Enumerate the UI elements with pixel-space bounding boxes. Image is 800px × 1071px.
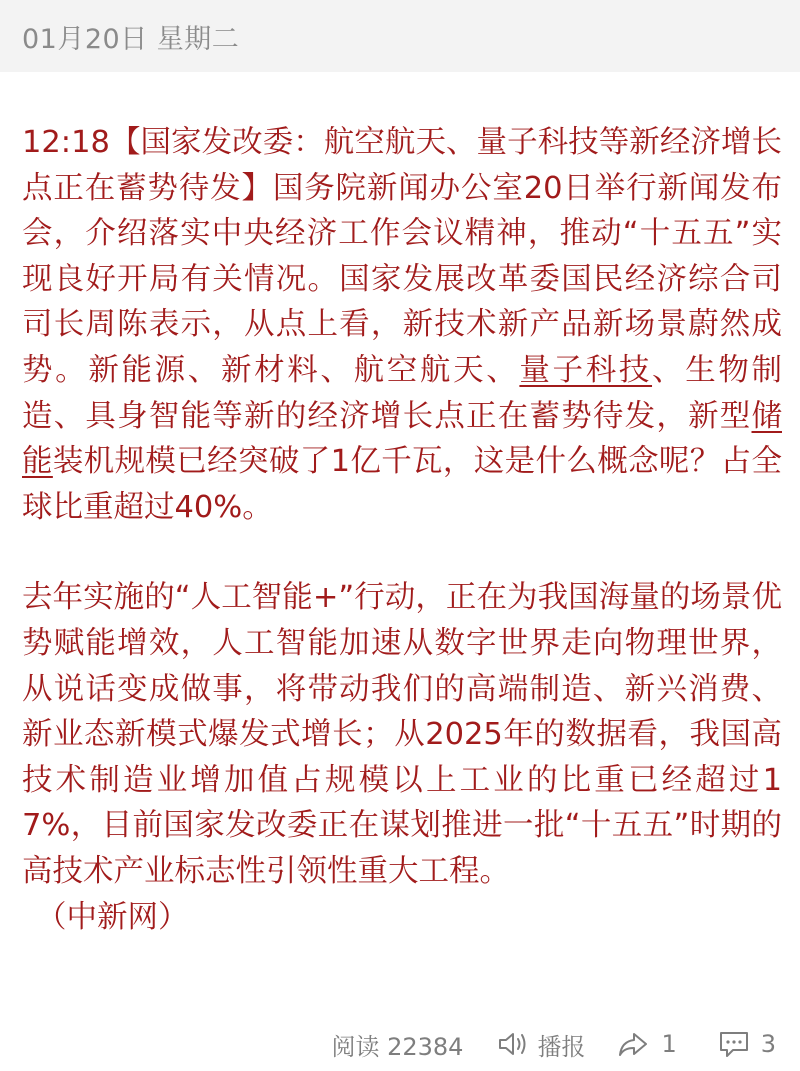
article-footer: [0, 1024, 800, 1064]
paragraph-text: 去年实施的“人工智能+”行动，正在为我国海量的场景优势赋能增效，人工智能加速从数字世界走向物理世界，从说话变成做事，将带动我们的高端制造、新兴消费、新业态新模式爆发式增长；从2025年的数据看，我国高技术制造业增加值占规模以上工业的比重已经超过17%，目前国家发改委正在谋划推进一批“十五五”时期的高技术产业标志性引领性重大工程。: [22, 580, 782, 889]
date-header: [0, 0, 800, 72]
comment-button[interactable]: [717, 1029, 776, 1059]
article-paragraph-1: [22, 120, 782, 530]
share-button[interactable]: [617, 1030, 676, 1058]
paragraph-text: 、生物制造、具身智能等新的经济增长点正在蓄势待发，新型: [22, 352, 783, 434]
comment-icon: [717, 1029, 761, 1059]
speaker-icon: [497, 1030, 537, 1058]
source-label: （中新网）: [36, 899, 189, 935]
keyword-link-quantum-tech[interactable]: 量子科技: [519, 352, 653, 388]
date-label: 01月20日 星期二: [22, 23, 240, 55]
share-icon: [617, 1030, 661, 1058]
share-count: 1: [661, 1030, 677, 1058]
read-count: 阅读 22384: [331, 1032, 464, 1061]
keyword-link-energy-storage[interactable]: 储能: [22, 398, 782, 480]
article-paragraph-2: [22, 575, 782, 940]
comment-count: 3: [760, 1030, 776, 1058]
article-body: [22, 120, 782, 940]
play-label: 播报: [537, 1032, 586, 1061]
paragraph-text: 装机规模已经突破了1亿千瓦，这是什么概念呢？占全球比重超过40%。: [22, 444, 782, 525]
play-button[interactable]: [497, 1027, 585, 1062]
paragraph-text: 12:18【国家发改委：航空航天、量子科技等新经济增长点正在蓄势待发】国务院新闻办公室20日举行新闻发布会，介绍落实中央经济工作会议精神，推动“十五五”实现良好开局有关情况。国家发展改革委国民经济综合司司长周陈表示，从点上看，新技术新产品新场景蔚然成势。新能源、新材料、航空航天、: [22, 125, 782, 388]
